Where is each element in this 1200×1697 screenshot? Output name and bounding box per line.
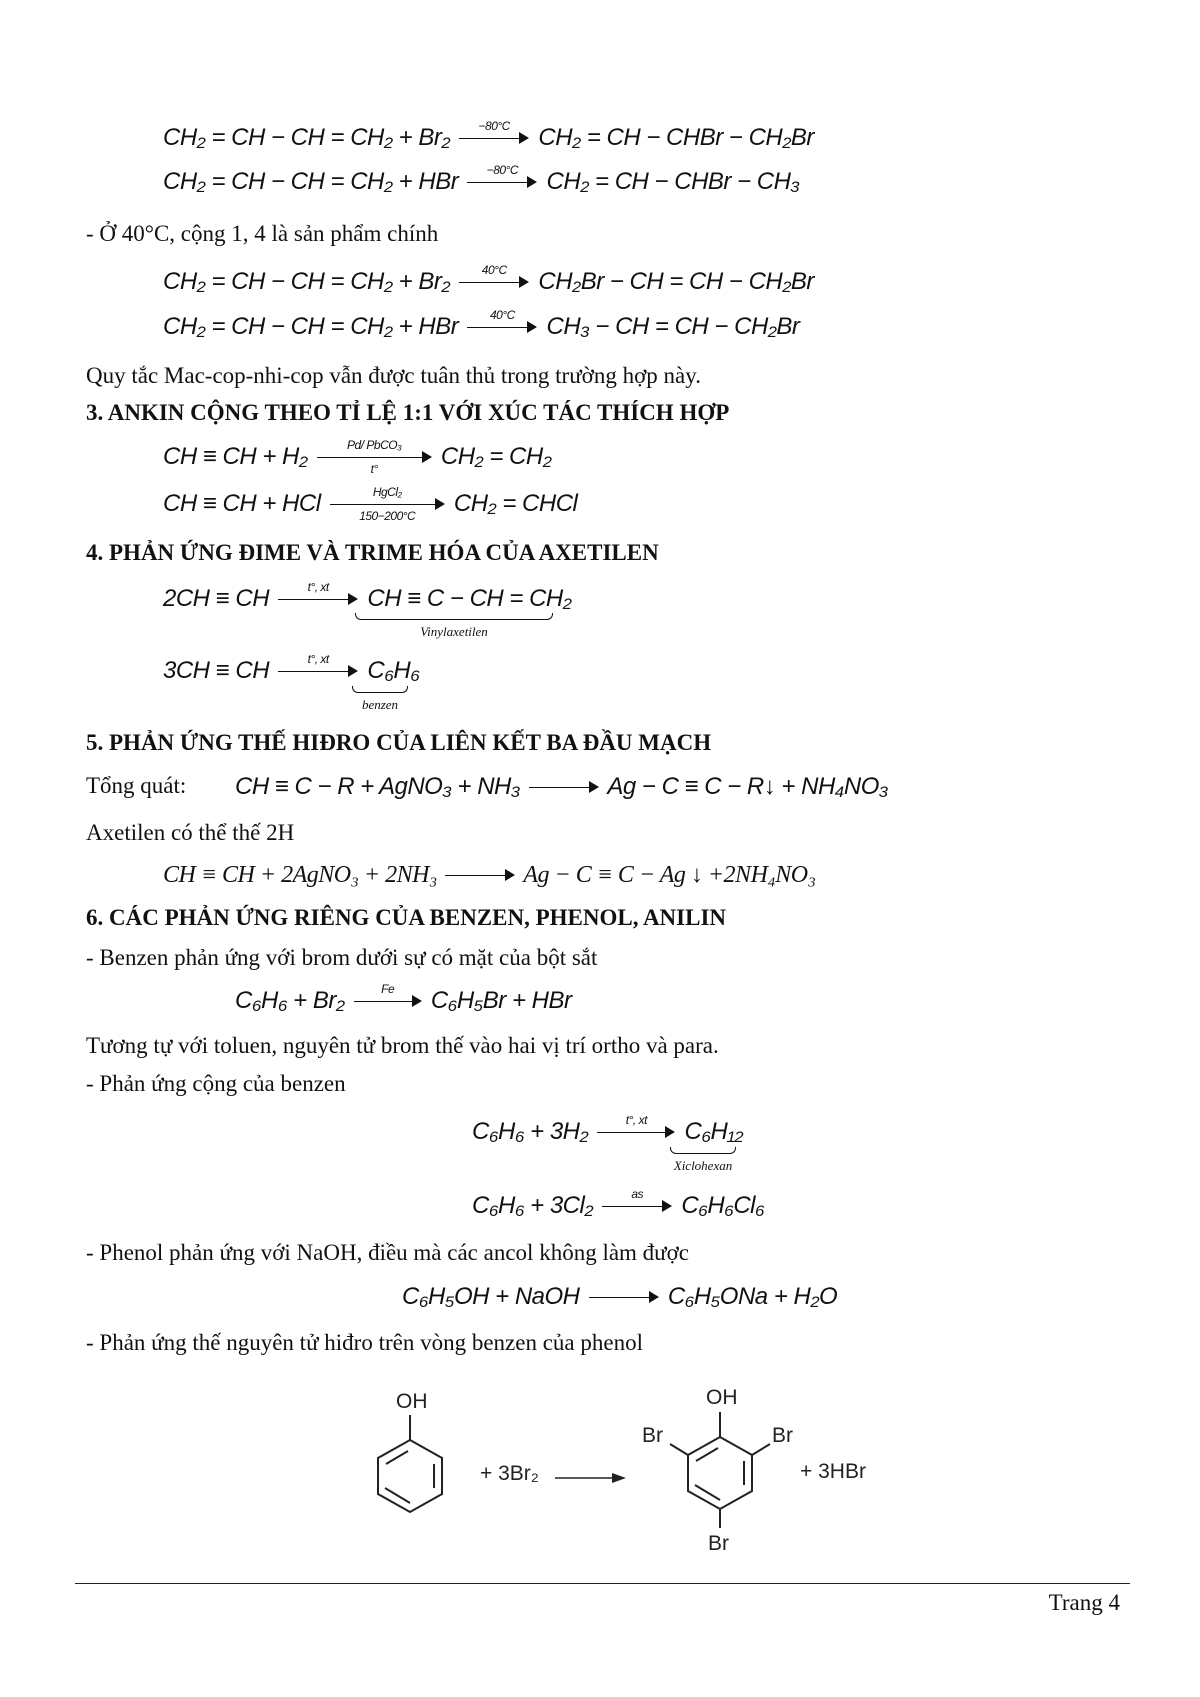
footer-divider — [75, 1583, 1130, 1584]
benzen-brace: benzen — [352, 686, 408, 713]
equation-8: 3CH ≡ CH t°, xt C₆H₆ — [163, 651, 420, 684]
page-number: Trang 4 — [1048, 1590, 1120, 1615]
reagent-label: + 3Br₂ — [480, 1462, 539, 1485]
benzen-brom-text: - Benzen phản ứng với brom dưới sự có mặt của bột sắt — [86, 945, 598, 970]
scheme-arrow — [555, 1473, 626, 1483]
equation-2: CH₂ = CH − CH = CH₂ + HBr −80°C CH₂ = CH − CHBr − CH₃ — [163, 162, 800, 195]
equation-1: CH₂ = CH − CH = CH₂ + Br₂ −80°C CH₂ = CH − CHBr − CH₂Br — [163, 118, 814, 151]
text-40c: - Ở 40°C, cộng 1, 4 là sản phẩm chính — [86, 221, 439, 246]
equation-14: C₆H₅OH + NaOH C₆H₅ONa + H₂O — [402, 1283, 838, 1310]
product-extra-label: + 3HBr — [800, 1460, 866, 1483]
br-label-right: Br — [772, 1424, 793, 1447]
phenol-oh-label: OH — [396, 1390, 428, 1413]
heading-5: 5. PHẢN ỨNG THẾ HIĐRO CỦA LIÊN KẾT BA ĐẦU MẠCH — [86, 730, 712, 755]
heading-3: 3. ANKIN CỘNG THEO TỈ LỆ 1:1 VỚI XÚC TÁC THÍCH HỢP — [86, 400, 730, 425]
heading-4: 4. PHẢN ỨNG ĐIME VÀ TRIME HÓA CỦA AXETILEN — [86, 540, 659, 565]
phenol-bromination-scheme — [330, 1370, 890, 1560]
equation-11: C₆H₆ + Br₂ Fe C₆H₅Br + HBr — [235, 981, 572, 1014]
equation-12: C₆H₆ + 3H₂ t°, xt C₆H₁₂ — [472, 1112, 744, 1145]
br-label-bottom: Br — [708, 1532, 729, 1555]
phenol-structure — [378, 1415, 442, 1512]
toluen-text: Tương tự với toluen, nguyên tử brom thế vào hai vị trí ortho và para. — [86, 1033, 719, 1058]
markov-note: Quy tắc Mac-cop-nhi-cop vẫn được tuân thủ trong trường hợp này. — [86, 363, 701, 388]
phenol-the-text: - Phản ứng thế nguyên tử hiđro trên vòng benzen của phenol — [86, 1330, 643, 1355]
br-label-left: Br — [642, 1424, 663, 1447]
axetilen-2h: Axetilen có thể thế 2H — [86, 820, 295, 845]
vinylaxetilen-brace: Vinylaxetilen — [355, 613, 553, 640]
product-oh-label: OH — [706, 1386, 738, 1409]
equation-5: CH ≡ CH + H₂ Pd/ PbCO₃ t° CH₂ = CH₂ — [163, 437, 552, 476]
equation-9: CH ≡ C − R + AgNO₃ + NH₃ Ag − C ≡ C − R↓ + NH₄NO₃ — [235, 773, 888, 800]
phenol-naoh-text: - Phenol phản ứng với NaOH, điều mà các ancol không làm được — [86, 1240, 690, 1265]
equation-13: C₆H₆ + 3Cl₂ as C₆H₆Cl₆ — [472, 1186, 765, 1219]
equation-3: CH₂ = CH − CH = CH₂ + Br₂ 40°C CH₂Br − CH = CH − CH₂Br — [163, 262, 814, 295]
xiclohexan-brace: Xiclohexan — [670, 1147, 736, 1174]
heading-6: 6. CÁC PHẢN ỨNG RIÊNG CỦA BENZEN, PHENOL, ANILIN — [86, 905, 727, 930]
equation-6: CH ≡ CH + HCl HgCl₂ 150−200°C CH₂ = CHCl — [163, 484, 578, 523]
tribromophenol-structure — [670, 1412, 770, 1528]
cong-benzen-text: - Phản ứng cộng của benzen — [86, 1071, 346, 1096]
equation-10: CH ≡ CH + 2AgNO₃ + 2NH₃ Ag − C ≡ C − Ag ↓ +2NH₄NO₃ — [163, 862, 816, 888]
tong-quat-label: Tổng quát: — [86, 773, 187, 798]
equation-4: CH₂ = CH − CH = CH₂ + HBr 40°C CH₃ − CH = CH − CH₂Br — [163, 307, 800, 340]
equation-7: 2CH ≡ CH t°, xt CH ≡ C − CH = CH₂ — [163, 579, 572, 612]
